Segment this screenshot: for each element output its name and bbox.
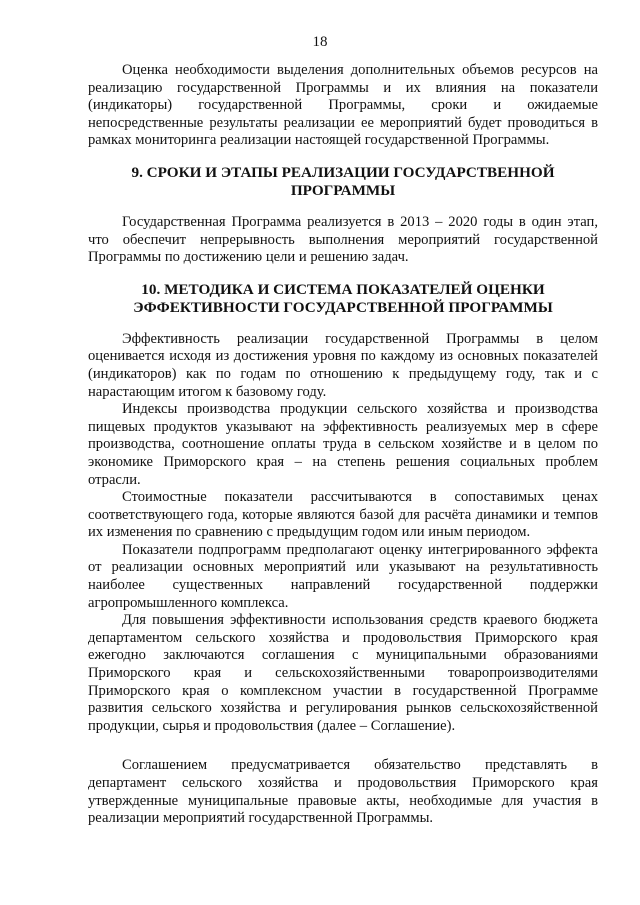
paragraph-subprogram-indicators: Показатели подпрограмм предполагают оценку интегрированного эффекта от реализации основных мероприятий или указывают на результативность наиболее существенных направлений государственной поддержки агропромышленного комплекса. bbox=[88, 541, 598, 611]
paragraph-efficiency: Эффективность реализации государственной Программы в целом оценивается исходя из достижения уровня по каждому из основных показателей (индикаторов) как по годам по отношению к предыдущему году, так и с нарастающим итогом к базовому году. bbox=[88, 330, 598, 400]
section-9-title: 9. СРОКИ И ЭТАПЫ РЕАЛИЗАЦИИ ГОСУДАРСТВЕННОЙ ПРОГРАММЫ bbox=[131, 163, 555, 199]
paragraph-program-period: Государственная Программа реализуется в 2013 – 2020 годы в один этап, что обеспечит непрерывность выполнения мероприятий государственной Программы по достижению цели и решению задач. bbox=[88, 213, 598, 266]
section-10-title: 10. МЕТОДИКА И СИСТЕМА ПОКАЗАТЕЛЕЙ ОЦЕНКИ ЭФФЕКТИВНОСТИ ГОСУДАРСТВЕННОЙ ПРОГРАММЫ bbox=[133, 280, 553, 316]
paragraph-production-indices: Индексы производства продукции сельского хозяйства и производства пищевых продуктов указывают на эффективность реализуемых мер в сфере производства, соотношение оплаты труда в сельском хозяйстве и в целом по экономике Приморского края – на степень решения социальных проблем отрасли. bbox=[88, 401, 598, 488]
page-number: 18 bbox=[312, 34, 328, 50]
paragraph-agreements: Для повышения эффективности использования средств краевого бюджета департаментом сельского хозяйства и продовольствия Приморского края ежегодно заключаются соглашения с муниципальными образованиями Приморского края и сельскохозяйственными товаропроизводителями Приморского края о комплексном участии в государственной Программе развития сельского хозяйства и регулирования рынков сельскохозяйственной продукции, сырья и продовольствия (далее – Соглашение). bbox=[88, 612, 598, 734]
paragraph-cost-indicators: Стоимостные показатели рассчитываются в сопоставимых ценах соответствующего года, которые являются базой для расчёта динамики и темпов их изменения по сравнению с предыдущим годом или иным периодом. bbox=[88, 489, 598, 541]
paragraph-monitoring: Оценка необходимости выделения дополнительных объемов ресурсов на реализацию государственной Программы и их влияния на показатели (индикаторы) государственной Программы, сроки и ожидаемые непосредственные результаты реализации ее мероприятий будет проводиться в рамках мониторинга реализации настоящей государственной Программы. bbox=[88, 62, 598, 149]
paragraph-agreement-obligation: Соглашением предусматривается обязательство представлять в департамент сельского хозяйства и продовольствия Приморского края утвержденные муниципальные правовые акты, необходимые для участия в реализации мероприятий государственной Программы. bbox=[88, 757, 598, 827]
page-content bbox=[88, 62, 598, 828]
